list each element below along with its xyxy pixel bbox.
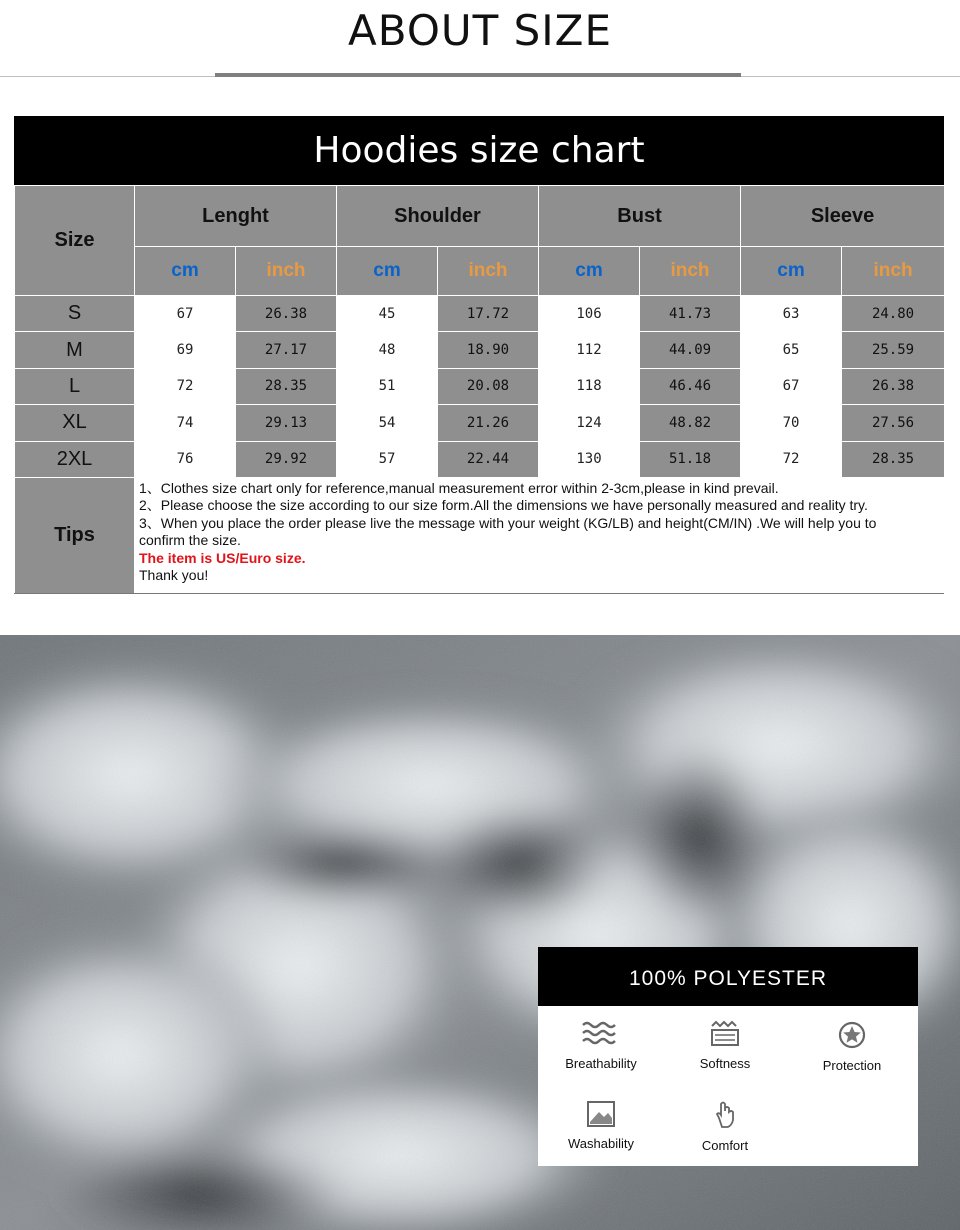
feature-protection [789, 1020, 915, 1073]
size-table [14, 185, 945, 595]
cell-inch-value: 24.80 [842, 296, 945, 332]
shield-star-icon [837, 1020, 867, 1050]
material-panel [538, 947, 918, 1166]
tip-line: 3、When you place the order please live the message with your weight (KG/LB) and height(CM/IN) .We will help you to [139, 514, 877, 531]
cell-cm-value: 118 [539, 368, 640, 404]
cell-inch-value: 21.26 [438, 405, 539, 441]
feature-label: Protection [822, 1058, 882, 1073]
table-row [15, 441, 945, 477]
cell-inch-value: 27.17 [236, 332, 337, 368]
cell-inch-value: 44.09 [640, 332, 741, 368]
cell-inch-value: 18.90 [438, 332, 539, 368]
tip-line: 1、Clothes size chart only for reference,manual measurement error within 2-3cm,please in kind prevail. [139, 479, 779, 496]
size-chart-title: Hoodies size chart [14, 116, 944, 185]
cell-inch-value: 48.82 [640, 405, 741, 441]
unit-inch: inch [236, 247, 337, 296]
feature-comfort [662, 1100, 788, 1153]
tip-thanks: Thank you! [139, 567, 209, 584]
tips-text [135, 477, 945, 594]
cell-cm-value: 76 [135, 441, 236, 477]
cell-cm-value: 67 [135, 296, 236, 332]
unit-inch: inch [438, 247, 539, 296]
feature-breathability [538, 1020, 664, 1071]
cell-cm-value: 70 [741, 405, 842, 441]
softness-icon [709, 1020, 741, 1048]
tip-size-note: The item is US/Euro size. [139, 549, 306, 566]
cell-inch-value: 26.38 [236, 296, 337, 332]
cell-inch-value: 22.44 [438, 441, 539, 477]
unit-cm: cm [135, 247, 236, 296]
cell-cm-value: 74 [135, 405, 236, 441]
cell-inch-value: 51.18 [640, 441, 741, 477]
cell-inch-value: 29.13 [236, 405, 337, 441]
cell-cm-value: 51 [337, 368, 438, 404]
cell-cm-value: 48 [337, 332, 438, 368]
unit-cm: cm [741, 247, 842, 296]
feature-label: Comfort [701, 1138, 749, 1153]
title-underline [215, 73, 741, 77]
cell-cm-value: 45 [337, 296, 438, 332]
cell-cm-value: 106 [539, 296, 640, 332]
table-row [15, 296, 945, 332]
cell-cm-value: 63 [741, 296, 842, 332]
tip-line: 2、Please choose the size according to our size form.All the dimensions we have personally measured and reality try. [139, 497, 868, 514]
cell-inch-value: 28.35 [236, 368, 337, 404]
size-label: M [15, 332, 135, 368]
material-title: 100% POLYESTER [538, 947, 918, 1006]
cell-inch-value: 27.56 [842, 405, 945, 441]
chart-bottom-border [14, 593, 944, 594]
cell-cm-value: 67 [741, 368, 842, 404]
cell-inch-value: 25.59 [842, 332, 945, 368]
page-title: ABOUT SIZE [348, 6, 612, 55]
table-row [15, 405, 945, 441]
hand-icon [713, 1100, 737, 1130]
size-label: L [15, 368, 135, 404]
feature-washability [538, 1100, 664, 1151]
tip-line: confirm the size. [139, 532, 241, 549]
washability-icon [586, 1100, 616, 1128]
group-header-sleeve: Sleeve [741, 186, 945, 247]
cell-inch-value: 41.73 [640, 296, 741, 332]
size-chart [14, 116, 944, 595]
unit-cm: cm [539, 247, 640, 296]
cell-cm-value: 112 [539, 332, 640, 368]
cell-cm-value: 72 [741, 441, 842, 477]
feature-label: Softness [699, 1056, 751, 1071]
table-row [15, 332, 945, 368]
cell-cm-value: 130 [539, 441, 640, 477]
feature-softness [662, 1020, 788, 1071]
unit-inch: inch [842, 247, 945, 296]
size-label: 2XL [15, 441, 135, 477]
cell-inch-value: 28.35 [842, 441, 945, 477]
cell-cm-value: 72 [135, 368, 236, 404]
size-label: S [15, 296, 135, 332]
table-row [15, 368, 945, 404]
unit-cm: cm [337, 247, 438, 296]
group-header-length: Lenght [135, 186, 337, 247]
size-column-header: Size [15, 186, 135, 296]
group-header-shoulder: Shoulder [337, 186, 539, 247]
waves-icon [581, 1020, 621, 1048]
cell-cm-value: 69 [135, 332, 236, 368]
cell-cm-value: 54 [337, 405, 438, 441]
cell-inch-value: 26.38 [842, 368, 945, 404]
cell-cm-value: 65 [741, 332, 842, 368]
feature-label: Breathability [565, 1056, 637, 1071]
cell-inch-value: 17.72 [438, 296, 539, 332]
cell-cm-value: 124 [539, 405, 640, 441]
cell-inch-value: 29.92 [236, 441, 337, 477]
unit-inch: inch [640, 247, 741, 296]
feature-label: Washability [568, 1136, 634, 1151]
cell-cm-value: 57 [337, 441, 438, 477]
cell-inch-value: 20.08 [438, 368, 539, 404]
group-header-bust: Bust [539, 186, 741, 247]
cell-inch-value: 46.46 [640, 368, 741, 404]
size-label: XL [15, 405, 135, 441]
tips-label: Tips [15, 477, 135, 594]
